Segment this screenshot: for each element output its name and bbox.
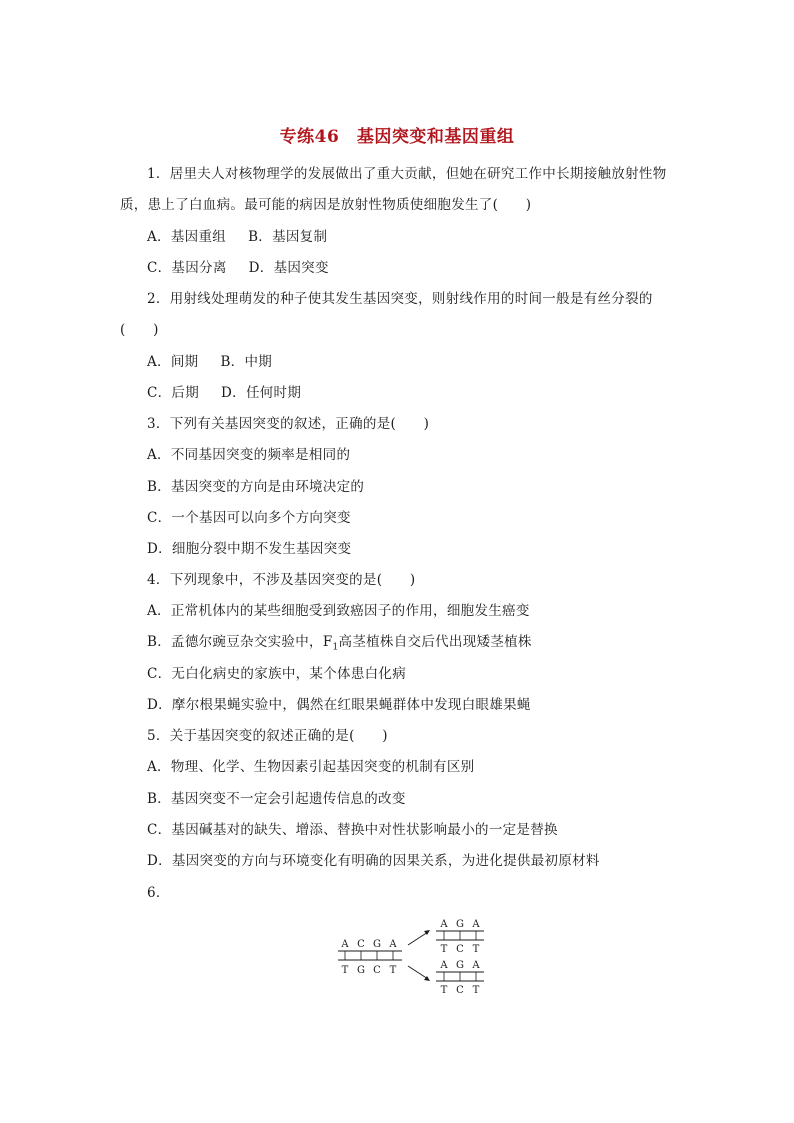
q1-stem-line2: 质，患上了白血病。最可能的病因是放射性物质使细胞发生了( )	[120, 197, 532, 213]
page-title: 专练46 基因突变和基因重组	[279, 127, 515, 147]
base-letter: T	[440, 985, 448, 996]
base-letter: A	[472, 919, 480, 930]
q1-option-b: B．基因复制	[248, 229, 328, 245]
q2-options-row1	[147, 353, 272, 371]
q4-stem: 4．下列现象中，不涉及基因突变的是( )	[147, 572, 416, 588]
q2-options-row2	[147, 384, 301, 402]
q2-option-d: D．任何时期	[221, 385, 302, 401]
base-letter: G	[456, 919, 464, 930]
q2-option-c: C．后期	[147, 385, 200, 401]
base-letter: A	[440, 960, 448, 971]
q5-option-a: A．物理、化学、生物因素引起基因突变的机制有区别	[147, 759, 475, 775]
q4-option-b-prefix: B．孟德尔豌豆杂交实验中，F	[147, 634, 333, 650]
base-letter: T	[472, 985, 480, 996]
dna-mutation-diagram	[336, 918, 496, 998]
q1-options-row1	[147, 228, 327, 246]
base-letter: A	[389, 939, 397, 950]
q2-stem-line2: ( )	[120, 322, 159, 338]
base-letter: G	[373, 939, 381, 950]
q1-option-a: A．基因重组	[147, 229, 227, 245]
q4-option-b-suffix: 高茎植株自交后代出现矮茎植株	[338, 634, 532, 650]
right-upper-dna-duplex	[436, 919, 484, 955]
q1-option-c: C．基因分离	[147, 260, 227, 276]
q6-number: 6．	[147, 885, 170, 901]
q3-option-a: A．不同基因突变的频率是相同的	[147, 447, 351, 463]
q1-option-d: D．基因突变	[248, 260, 329, 276]
q5-stem: 5．关于基因突变的叙述正确的是( )	[147, 728, 388, 744]
q3-option-d: D．细胞分裂中期不发生基因突变	[147, 541, 352, 557]
q4-option-d: D．摩尔根果蝇实验中，偶然在红眼果蝇群体中发现白眼雄果蝇	[147, 697, 531, 713]
q5-option-b: B．基因突变不一定会引起遗传信息的改变	[147, 791, 406, 807]
q2-option-a: A．间期	[147, 354, 199, 370]
base-letter: T	[440, 944, 448, 955]
base-letter: T	[389, 965, 397, 976]
right-lower-dna-duplex	[436, 960, 484, 996]
base-letter: C	[456, 944, 464, 955]
q4-option-c: C．无白化病史的家族中，某个体患白化病	[147, 666, 407, 682]
q1-stem-line1: 1．居里夫人对核物理学的发展做出了重大贡献，但她在研究工作中长期接触放射性物	[147, 166, 667, 182]
q3-option-b: B．基因突变的方向是由环境决定的	[147, 479, 365, 495]
base-letter: G	[357, 965, 365, 976]
base-letter: C	[456, 985, 464, 996]
arrow-up	[408, 932, 428, 945]
base-letter: C	[373, 965, 381, 976]
q2-stem-line1: 2．用射线处理萌发的种子使其发生基因突变，则射线作用的时间一般是有丝分裂的	[147, 291, 653, 307]
base-letter: A	[472, 960, 480, 971]
base-letter: T	[472, 944, 480, 955]
q2-option-b: B．中期	[220, 354, 273, 370]
left-dna-duplex	[338, 939, 402, 976]
q4-option-a: A．正常机体内的某些细胞受到致癌因子的作用，细胞发生癌变	[147, 603, 530, 619]
q1-options-row2	[147, 259, 329, 277]
q5-option-d: D．基因突变的方向与环境变化有明确的因果关系，为进化提供最初原材料	[147, 853, 600, 869]
arrow-down	[408, 966, 428, 979]
base-letter: T	[341, 965, 349, 976]
q4-option-b-subscript: 1	[332, 642, 339, 653]
q3-stem: 3．下列有关基因突变的叙述，正确的是( )	[147, 416, 430, 432]
base-letter: A	[440, 919, 448, 930]
base-letter: C	[357, 939, 365, 950]
q4-option-b	[147, 633, 532, 657]
base-letter: A	[341, 939, 349, 950]
q3-option-c: C．一个基因可以向多个方向突变	[147, 510, 351, 526]
base-letter: G	[456, 960, 464, 971]
q5-option-c: C．基因碱基对的缺失、增添、替换中对性状影响最小的一定是替换	[147, 822, 558, 838]
